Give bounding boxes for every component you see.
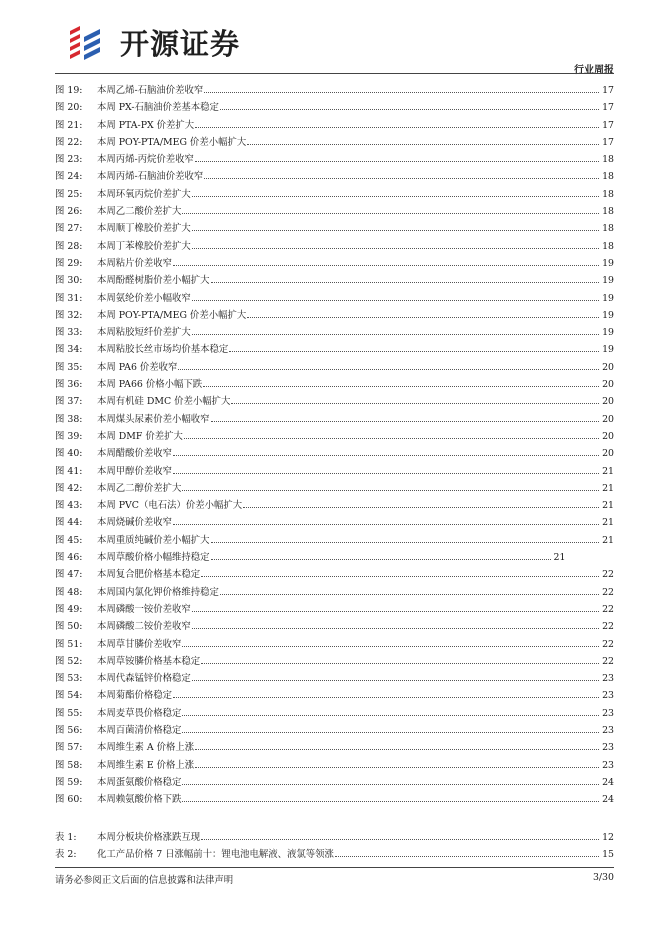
figure-entry-title: 本周磷酸二铵价差收窄 <box>97 621 191 633</box>
figure-entry[interactable] <box>55 82 614 99</box>
dot-leader <box>178 369 599 370</box>
figure-entry-number: 图 28: <box>55 240 83 252</box>
figure-entry[interactable] <box>55 653 614 670</box>
figure-entry-title: 本周 PTA-PX 价差扩大 <box>97 119 195 131</box>
dot-leader <box>192 334 599 335</box>
figure-entry-page: 20 <box>602 430 614 442</box>
figure-entry-page: 20 <box>602 448 614 460</box>
figure-entry[interactable] <box>55 203 614 220</box>
dot-leader <box>173 265 599 266</box>
figure-entry[interactable] <box>55 739 614 756</box>
figure-entry-page: 17 <box>602 119 614 131</box>
table-index <box>55 829 614 864</box>
figure-entry[interactable] <box>55 117 614 134</box>
dot-leader <box>231 403 599 404</box>
figure-entry[interactable] <box>55 359 614 376</box>
figure-entry-title: 本周赖氨酸价格下跌 <box>97 794 182 806</box>
figure-entry-number: 图 50: <box>55 621 83 633</box>
figure-entry-number: 图 22: <box>55 136 83 148</box>
figure-entry-number: 图 27: <box>55 223 83 235</box>
figure-entry-title: 本周维生素 E 价格上涨 <box>97 759 195 771</box>
figure-entry-page: 17 <box>602 102 614 114</box>
figure-entry[interactable] <box>55 636 614 653</box>
figure-entry-number: 图 47: <box>55 569 83 581</box>
figure-entry[interactable] <box>55 791 614 808</box>
dot-leader <box>195 161 599 162</box>
dot-leader <box>182 715 599 716</box>
figure-entry-number: 图 51: <box>55 638 83 650</box>
figure-entry-page: 19 <box>602 327 614 339</box>
figure-entry-number: 图 40: <box>55 448 83 460</box>
table-entry-title: 本周分板块价格涨跌互现 <box>97 832 201 843</box>
figure-entry-page: 18 <box>602 223 614 235</box>
dot-leader <box>173 697 599 698</box>
figure-entry[interactable] <box>55 566 614 583</box>
dot-leader <box>192 611 599 612</box>
figure-entry[interactable] <box>55 168 614 185</box>
dot-leader <box>182 784 599 785</box>
dot-leader <box>192 230 599 231</box>
figure-entry-title: 本周有机硅 DMC 价差小幅扩大 <box>97 396 231 408</box>
figure-entry-page: 19 <box>602 257 614 269</box>
dot-leader <box>203 386 599 387</box>
figure-entry[interactable] <box>55 151 614 168</box>
figure-entry-page: 24 <box>602 794 614 806</box>
figure-entry-number: 图 35: <box>55 361 83 373</box>
figure-entry-title: 本周粘胶长丝市场均价基本稳定 <box>97 344 229 356</box>
figure-entry-title: 本周维生素 A 价格上涨 <box>97 742 195 754</box>
figure-entry-number: 图 59: <box>55 776 83 788</box>
figure-entry-number: 图 29: <box>55 257 83 269</box>
figure-entry-number: 图 20: <box>55 102 83 114</box>
figure-entry-number: 图 38: <box>55 413 83 425</box>
figure-entry-number: 图 45: <box>55 534 83 546</box>
figure-entry[interactable] <box>55 497 614 514</box>
figure-entry-page: 22 <box>602 638 614 650</box>
figure-entry-number: 图 33: <box>55 327 83 339</box>
figure-entry[interactable] <box>55 601 614 618</box>
figure-entry[interactable] <box>55 238 614 255</box>
table-entry[interactable] <box>55 846 614 863</box>
figure-entry-title: 本周丙烯-丙烷价差收窄 <box>97 154 194 166</box>
figure-entry-page: 22 <box>602 586 614 598</box>
figure-entry-page: 22 <box>602 655 614 667</box>
figure-entry[interactable] <box>55 376 614 393</box>
figure-entry-page: 18 <box>602 171 614 183</box>
dot-leader <box>192 300 599 301</box>
figure-entry-page: 22 <box>602 569 614 581</box>
dot-leader <box>201 839 599 840</box>
figure-entry-title: 本周乙二酸价差扩大 <box>97 206 182 218</box>
figure-entry[interactable] <box>55 722 614 739</box>
header-divider <box>55 73 614 74</box>
figure-entry-title: 本周酚醛树脂价差小幅扩大 <box>97 275 210 287</box>
figure-entry[interactable] <box>55 757 614 774</box>
figure-entry[interactable] <box>55 480 614 497</box>
figure-entry-number: 图 52: <box>55 655 83 667</box>
dot-leader <box>335 856 599 857</box>
dot-leader <box>211 542 599 543</box>
figure-entry-page: 21 <box>602 465 614 477</box>
legal-disclaimer: 请务必参阅正文后面的信息披露和法律声明 <box>55 875 234 886</box>
figure-entry[interactable] <box>55 186 614 203</box>
figure-entry-number: 图 24: <box>55 171 83 183</box>
dot-leader <box>220 594 599 595</box>
figure-entry-title: 本周醋酸价差收窄 <box>97 448 173 460</box>
figure-entry-title: 本周 PA66 价格小幅下跌 <box>97 379 203 391</box>
figure-entry[interactable] <box>55 532 614 549</box>
figure-entry-title: 本周重质纯碱价差小幅扩大 <box>97 534 210 546</box>
figure-entry-number: 图 54: <box>55 690 83 702</box>
figure-entry-page: 23 <box>602 724 614 736</box>
figure-entry[interactable] <box>55 670 614 687</box>
figure-entry[interactable] <box>55 99 614 116</box>
figure-entry-title: 本周粘片价差收窄 <box>97 257 173 269</box>
dot-leader <box>182 801 599 802</box>
figure-entry-title: 本周乙二醇价差扩大 <box>97 482 182 494</box>
figure-entry[interactable] <box>55 307 614 324</box>
figure-entry-page: 23 <box>602 742 614 754</box>
figure-entry-page: 21 <box>602 517 614 529</box>
figure-entry-title: 本周百菌清价格稳定 <box>97 724 182 736</box>
table-entry-title: 化工产品价格 7 日涨幅前十：锂电池电解液、液氯等领涨 <box>97 849 334 861</box>
figure-entry-title: 本周丙烯-石脑油价差收窄 <box>97 171 204 183</box>
dot-leader <box>211 421 599 422</box>
figure-entry-title: 本周乙烯-石脑油价差收窄 <box>97 85 204 96</box>
figure-entry-title: 本周煤头尿素价差小幅收窄 <box>97 413 210 425</box>
figure-entry-title: 本周草甘膦价差收窄 <box>97 638 182 650</box>
dot-leader <box>182 213 599 214</box>
dot-leader <box>192 196 599 197</box>
figure-entry[interactable] <box>55 324 614 341</box>
dot-leader <box>201 576 599 577</box>
figure-entry[interactable] <box>55 290 614 307</box>
figure-entry-page: 23 <box>602 690 614 702</box>
figure-entry-number: 图 48: <box>55 586 83 598</box>
figure-index <box>55 82 614 808</box>
dot-leader <box>204 92 599 93</box>
figure-entry[interactable] <box>55 445 614 462</box>
figure-entry-page: 18 <box>602 206 614 218</box>
figure-entry-page: 18 <box>602 188 614 200</box>
figure-entry-number: 图 21: <box>55 119 83 131</box>
figure-entry-number: 图 58: <box>55 759 83 771</box>
figure-entry-page: 24 <box>602 776 614 788</box>
figure-entry-title: 本周国内氯化钾价格维持稳定 <box>97 586 219 598</box>
figure-entry-page: 23 <box>602 673 614 685</box>
figure-entry-number: 图 39: <box>55 430 83 442</box>
dot-leader <box>211 559 551 560</box>
report-type-label: 行业周报 <box>574 65 614 76</box>
figure-entry-number: 图 46: <box>55 552 83 564</box>
dot-leader <box>195 767 599 768</box>
figure-entry-title: 本周复合肥价格基本稳定 <box>97 569 201 581</box>
figure-entry[interactable] <box>55 341 614 358</box>
figure-entry-page: 23 <box>602 759 614 771</box>
figure-entry-page: 23 <box>602 707 614 719</box>
figure-entry[interactable] <box>55 134 614 151</box>
figure-entry-number: 图 26: <box>55 206 83 218</box>
figure-entry-page: 20 <box>602 396 614 408</box>
dot-leader <box>192 628 599 629</box>
figure-entry-title: 本周蛋氨酸价格稳定 <box>97 776 182 788</box>
figure-entry[interactable] <box>55 393 614 410</box>
figure-entry-number: 图 30: <box>55 275 83 287</box>
figure-entry-number: 图 37: <box>55 396 83 408</box>
figure-entry-number: 图 32: <box>55 309 83 321</box>
figure-entry-page: 21 <box>602 534 614 546</box>
figure-entry-title: 本周氨纶价差小幅收窄 <box>97 292 191 304</box>
figure-entry[interactable] <box>55 428 614 445</box>
dot-leader <box>229 351 599 352</box>
figure-entry-number: 图 36: <box>55 379 83 391</box>
figure-entry-title: 本周丁苯橡胶价差扩大 <box>97 240 191 252</box>
figure-entry-page: 21 <box>602 482 614 494</box>
figure-entry-title: 本周 PA6 价差收窄 <box>97 361 178 373</box>
figure-entry-number: 图 19: <box>55 85 83 96</box>
figure-entry-page: 17 <box>602 85 614 96</box>
table-entry-number: 表 2: <box>55 849 77 861</box>
figure-entry-number: 图 55: <box>55 707 83 719</box>
dot-leader <box>192 680 599 681</box>
figure-entry-page: 20 <box>602 413 614 425</box>
figure-entry-title: 本周 POY-PTA/MEG 价差小幅扩大 <box>97 309 247 321</box>
figure-entry-number: 图 23: <box>55 154 83 166</box>
dot-leader <box>195 127 599 128</box>
figure-entry-title: 本周顺丁橡胶价差扩大 <box>97 223 191 235</box>
figure-entry[interactable] <box>55 514 614 531</box>
figure-entry-title: 本周麦草畏价格稳定 <box>97 707 182 719</box>
figure-entry-number: 图 43: <box>55 500 83 512</box>
dot-leader <box>195 749 599 750</box>
figure-entry-number: 图 49: <box>55 603 83 615</box>
figure-entry[interactable] <box>55 705 614 722</box>
figure-entry-number: 图 25: <box>55 188 83 200</box>
footer-divider <box>55 867 614 868</box>
dot-leader <box>173 455 599 456</box>
dot-leader <box>173 473 599 474</box>
dot-leader <box>211 282 599 283</box>
dot-leader <box>220 109 599 110</box>
company-name: 开源证券 <box>120 26 241 61</box>
figure-entry[interactable] <box>55 463 614 480</box>
figure-entry-title: 本周 DMF 价差扩大 <box>97 430 183 442</box>
figure-entry-page: 18 <box>602 154 614 166</box>
figure-entry-title: 本周 POY-PTA/MEG 价差小幅扩大 <box>97 136 247 148</box>
figure-entry-page: 20 <box>602 379 614 391</box>
dot-leader <box>247 144 599 145</box>
figure-entry-title: 本周粘胶短纤价差扩大 <box>97 327 191 339</box>
figure-entry-page: 21 <box>602 500 614 512</box>
dot-leader <box>173 524 599 525</box>
table-entry-number: 表 1: <box>55 832 77 843</box>
dot-leader <box>182 490 599 491</box>
figure-entry-title: 本周草铵膦价格基本稳定 <box>97 655 201 667</box>
dot-leader <box>184 438 599 439</box>
figure-entry-number: 图 42: <box>55 482 83 494</box>
table-entry-page: 12 <box>602 832 614 843</box>
figure-entry-page: 22 <box>602 603 614 615</box>
figure-entry-page: 20 <box>602 361 614 373</box>
figure-entry[interactable] <box>55 549 614 566</box>
figure-entry-title: 本周磷酸一铵价差收窄 <box>97 603 191 615</box>
figure-entry-title: 本周代森锰锌价格稳定 <box>97 673 191 685</box>
figure-entry-page: 19 <box>602 275 614 287</box>
figure-entry-title: 本周菊酯价格稳定 <box>97 690 173 702</box>
figure-entry-page: 19 <box>602 292 614 304</box>
figure-entry-page: 22 <box>602 621 614 633</box>
figure-entry[interactable] <box>55 618 614 635</box>
figure-entry-title: 本周 PX-石脑油价差基本稳定 <box>97 102 219 114</box>
figure-entry-page: 19 <box>602 309 614 321</box>
dot-leader <box>204 178 599 179</box>
figure-entry[interactable] <box>55 272 614 289</box>
figure-entry-number: 图 31: <box>55 292 83 304</box>
figure-entry[interactable] <box>55 687 614 704</box>
figure-entry-page: 21 <box>553 552 566 564</box>
dot-leader <box>182 646 599 647</box>
kaiyuan-securities-logo-icon <box>66 23 116 61</box>
table-entry[interactable] <box>55 829 614 846</box>
figure-entry-page: 19 <box>602 344 614 356</box>
figure-entry[interactable] <box>55 411 614 428</box>
page-number: 3/30 <box>592 872 614 883</box>
figure-entry-title: 本周环氧丙烷价差扩大 <box>97 188 191 200</box>
dot-leader <box>243 507 599 508</box>
figure-entry-title: 本周草酸价格小幅维持稳定 <box>97 552 210 564</box>
figure-entry-title: 本周甲醇价差收窄 <box>97 465 173 477</box>
figure-entry[interactable] <box>55 220 614 237</box>
figure-entry-page: 17 <box>602 136 614 148</box>
figure-entry-number: 图 56: <box>55 724 83 736</box>
dot-leader <box>201 663 599 664</box>
figure-entry-number: 图 60: <box>55 794 83 806</box>
figure-entry[interactable] <box>55 774 614 791</box>
company-logo <box>66 22 240 62</box>
dot-leader <box>182 732 599 733</box>
figure-entry-number: 图 34: <box>55 344 83 356</box>
figure-entry[interactable] <box>55 584 614 601</box>
dot-leader <box>247 317 599 318</box>
figure-entry[interactable] <box>55 255 614 272</box>
dot-leader <box>192 248 599 249</box>
figure-entry-number: 图 41: <box>55 465 83 477</box>
figure-entry-title: 本周 PVC（电石法）价差小幅扩大 <box>97 500 243 512</box>
figure-entry-number: 图 44: <box>55 517 83 529</box>
figure-entry-page: 18 <box>602 240 614 252</box>
figure-entry-number: 图 53: <box>55 673 83 685</box>
figure-entry-number: 图 57: <box>55 742 83 754</box>
table-entry-page: 15 <box>602 849 614 861</box>
figure-entry-title: 本周烧碱价差收窄 <box>97 517 173 529</box>
